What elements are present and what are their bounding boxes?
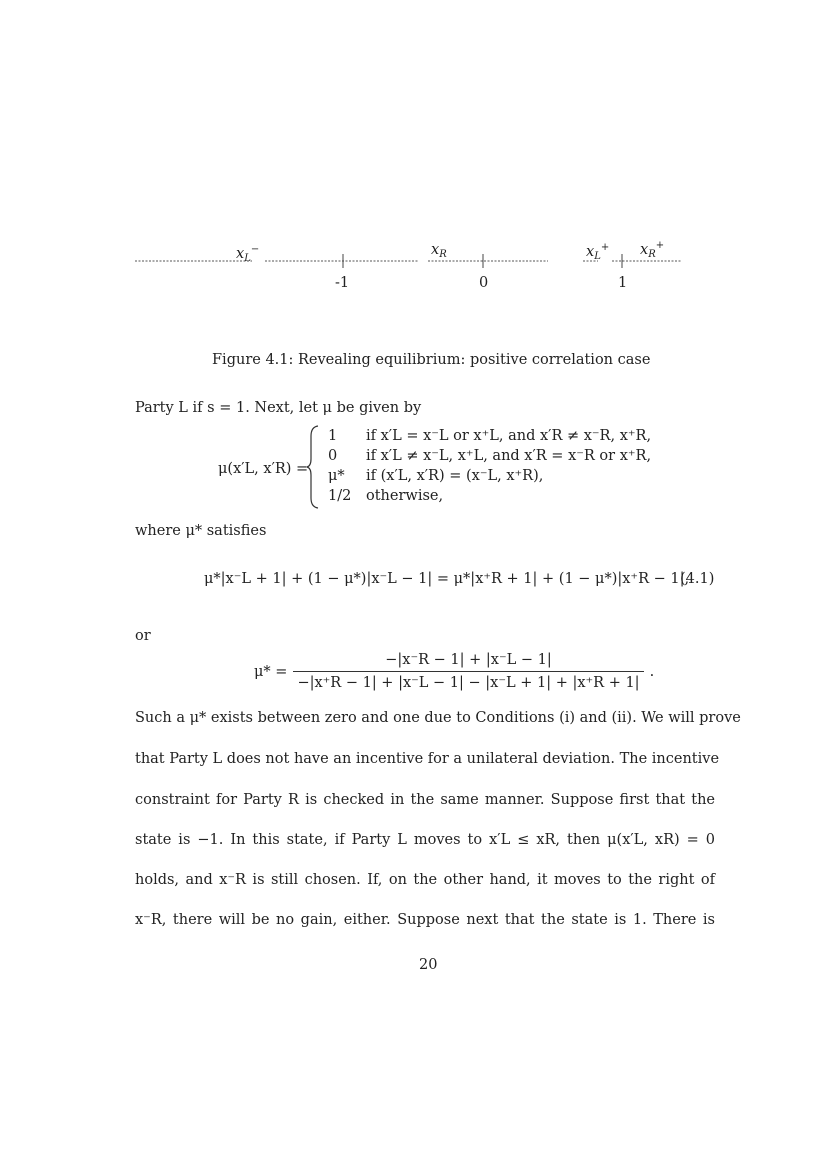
page-number: 20 <box>419 957 438 973</box>
equation-number: (4.1) <box>680 571 715 587</box>
number-line-figure <box>0 225 827 300</box>
paragraph-line: Such a μ* exists between zero and one due to Conditions (i) and (ii). We will prove <box>135 710 741 726</box>
where-line: where μ* satisfies <box>135 523 267 539</box>
equation-4-1: μ*|x⁻L + 1| + (1 − μ*)|x⁻L − 1| = μ*|x⁺R + 1| + (1 − μ*)|x⁺R − 1|, <box>204 571 690 587</box>
intro-line: Party L if s = 1. Next, let μ be given by <box>135 400 422 416</box>
case-condition: if (x′L, x′R) = (x⁻L, x⁺R), <box>366 468 544 484</box>
paragraph-line: x⁻R, there will be no gain, either. Suppose next that the state is 1. There is <box>135 912 715 928</box>
tick-label-zero: 0 <box>479 275 489 291</box>
tick-label-minus-one: -1 <box>335 275 350 291</box>
paragraph-line: that Party L does not have an incentive for a unilateral deviation. The incentive <box>135 751 720 767</box>
paragraph-line: constraint for Party R is checked in the same manner. Suppose first that the <box>135 792 715 808</box>
case-row <box>328 466 651 486</box>
mu-star-lhs: μ* = <box>254 663 288 680</box>
fraction-denominator: −|x⁺R − 1| + |x⁻L − 1| − |x⁻L + 1| + |x⁺R + 1| <box>297 675 640 691</box>
figure-caption: Figure 4.1: Revealing equilibrium: positive correlation case <box>212 352 651 368</box>
fraction-numerator: −|x⁻R − 1| + |x⁻L − 1| <box>293 650 643 672</box>
label-xR: $x_R$ <box>431 242 447 260</box>
case-value: 1/2 <box>328 488 352 504</box>
case-row <box>328 426 651 446</box>
tick-label-one: 1 <box>618 275 628 291</box>
paragraph-line: state is −1. In this state, if Party L moves to x′L ≤ xR, then μ(x′L, xR) = 0 <box>135 832 715 848</box>
piecewise-cases <box>328 426 651 506</box>
case-condition: otherwise, <box>366 488 444 504</box>
case-condition: if x′L ≠ x⁻L, x⁺L, and x′R = x⁻R or x⁺R, <box>366 448 652 464</box>
label-xL-minus: $x_L^-$ <box>236 244 260 264</box>
paragraph-line: holds, and x⁻R is still chosen. If, on the other hand, it moves to the right of <box>135 872 715 888</box>
mu-star-fraction <box>293 650 643 693</box>
piecewise-brace <box>306 424 320 510</box>
or-line: or <box>135 628 151 644</box>
case-row <box>328 486 651 506</box>
case-value: 1 <box>328 428 338 444</box>
label-xR-plus: $x_R^+$ <box>640 240 665 260</box>
case-value: μ* <box>328 468 345 484</box>
mu-definition-lhs: μ(x′L, x′R) = <box>218 461 309 477</box>
case-value: 0 <box>328 448 338 464</box>
fraction-end: . <box>649 663 655 680</box>
mu-star-formula <box>254 650 654 693</box>
case-condition: if x′L = x⁻L or x⁺L, and x′R ≠ x⁻R, x⁺R, <box>366 428 652 444</box>
case-row <box>328 446 651 466</box>
label-xL-plus: $x_L^+$ <box>586 242 610 262</box>
